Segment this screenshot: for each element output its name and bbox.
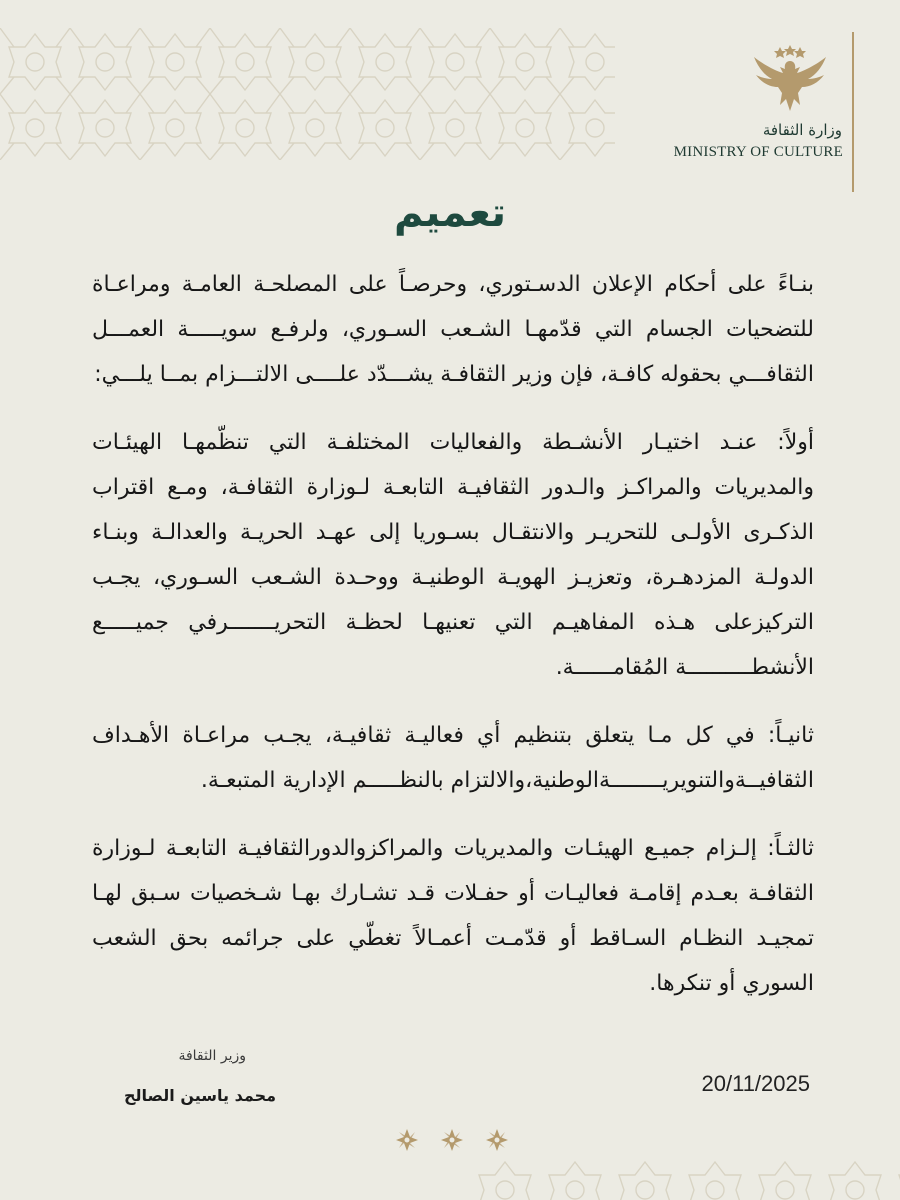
geometric-pattern-top-icon	[0, 28, 615, 160]
paragraph-intro: بنـاءً على أحكام الإعلان الدسـتوري، وحرصـاً على المصلحـة العامـة ومراعـاة للتضحيات الجسام التي قدّمهـا الشـعب السـوري، ولرفـع سويـــــة العمـــل الثقافـــي بحقوله كافـة، فإن وزير الثقافـة يشـــدّد علــــى الالتـــزام بمــا يلـــي:	[92, 272, 814, 387]
gold-star-ornament-icon	[392, 1125, 512, 1155]
signatory-title: وزير الثقافة	[178, 1048, 246, 1064]
header-divider	[852, 32, 854, 192]
golden-eagle-emblem-icon	[750, 45, 830, 115]
geometric-pattern-bottom-icon	[470, 1156, 900, 1200]
ministry-name-english: MINISTRY OF CULTURE	[673, 144, 843, 160]
paragraph-second: ثانيـاً: في كل مـا يتعلق بتنظيم أي فعاليـة ثقافيـة، يجـب مراعـاة الأهـداف الثقافيــةوالتنويريــــــــةالوطنية،والالتزام بالنظـــــم الإدارية المتبعـة.	[92, 723, 814, 793]
signature-block	[76, 1048, 276, 1105]
paragraph-third: ثالثـاً: إلـزام جميـع الهيئـات والمديريات والمراكزوالدورالثقافيـة التابعـة لـوزارة الثقافـة بعـدم إقامـة فعاليـات أو حفـلات قـد تشـارك بهـا شـخصيات سـبق لهـا تمجيـد النظـام السـاقط أو قدّمـت أعمـالاً تغطّي على جرائمه بحق الشعب السوري أو تنكرها.	[92, 836, 814, 996]
signatory-name: محمد ياسين الصالح	[123, 1086, 276, 1105]
document-body	[92, 262, 814, 1029]
document-date: 20/11/2025	[701, 1071, 810, 1096]
document-title: تعميم	[393, 190, 507, 236]
paragraph-first: أولاً: عنـد اختيـار الأنشـطة والفعاليات المختلفـة التي تنظّمهـا الهيئـات والمديريات والمراكـز والـدور الثقافيـة التابعـة لـوزارة الثقافـة، ومـع اقتراب الذكـرى الأولـى للتحريـر والانتقـال بسـوريا إلى عهـد الحريـة والعدالـة وبنـاء الدولـة المزدهـرة، وتعزيـز الهويـة الوطنيـة ووحـدة الشـعب السـوري، يجـب التركيزعلى هـذه المفاهيـم التي تعنيهـا لحظـة التحريـــــــرفي جميـــــع الأنشطــــــــــة المُقامــــــة.	[92, 430, 814, 680]
ministry-name-arabic: وزارة الثقافة	[762, 121, 842, 139]
